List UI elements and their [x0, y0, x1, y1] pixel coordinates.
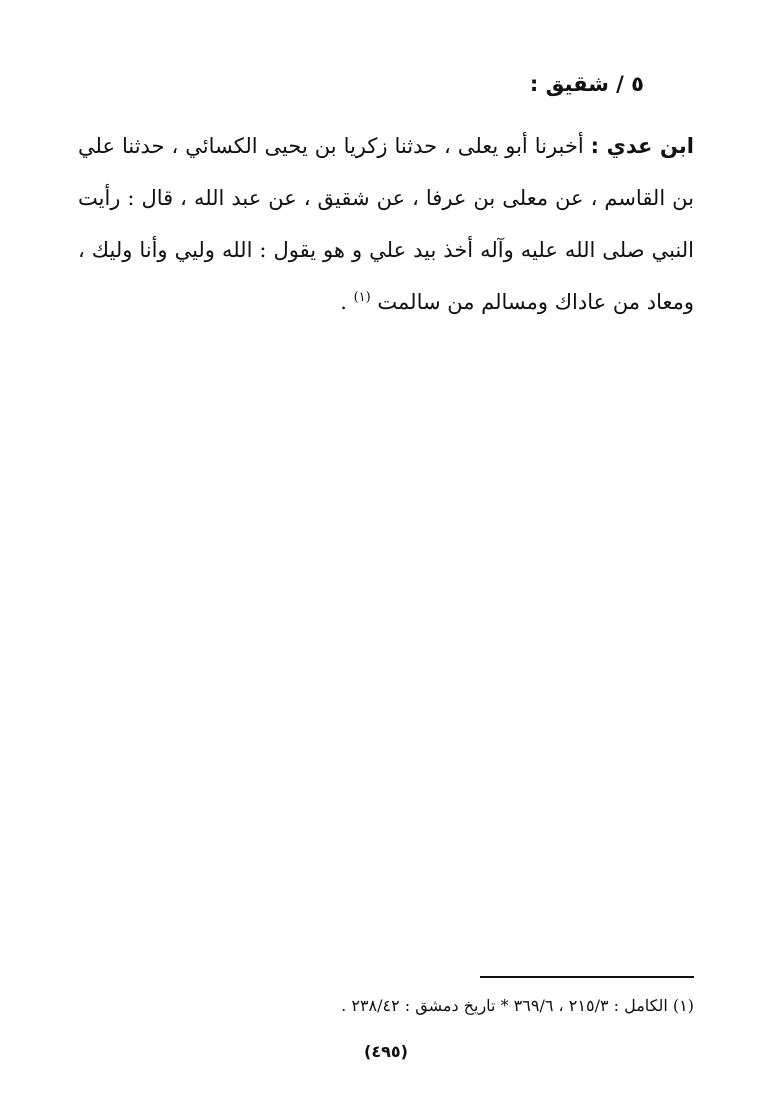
page-number: (٤٩٥) — [364, 1042, 408, 1061]
footnote-reference: (١) — [353, 290, 371, 305]
footnote: (١) الكامل : ٢١٥/٣ ، ٣٦٩/٦ * تاريخ دمشق : ٢٣٨/٤٢ . — [341, 996, 694, 1015]
hadith-paragraph — [78, 120, 694, 328]
paragraph-end: . — [340, 290, 354, 314]
section-heading: ٥ / شقيق : — [529, 72, 644, 96]
source-name: ابن عدي : — [590, 134, 694, 158]
paragraph-text: أخبرنا أبو يعلى ، حدثنا زكريا بن يحيى الكسائي ، حدثنا علي بن القاسم ، عن معلى بن عرفا ، عن شقيق ، عن عبد الله ، قال : رأيت النبي صلى الله عليه وآله أخذ بيد علي و هو يقول : الله وليي وأنا وليك ، ومعاد من عاداك ومسالم من سالمت — [78, 134, 694, 314]
footnote-separator — [480, 976, 694, 978]
